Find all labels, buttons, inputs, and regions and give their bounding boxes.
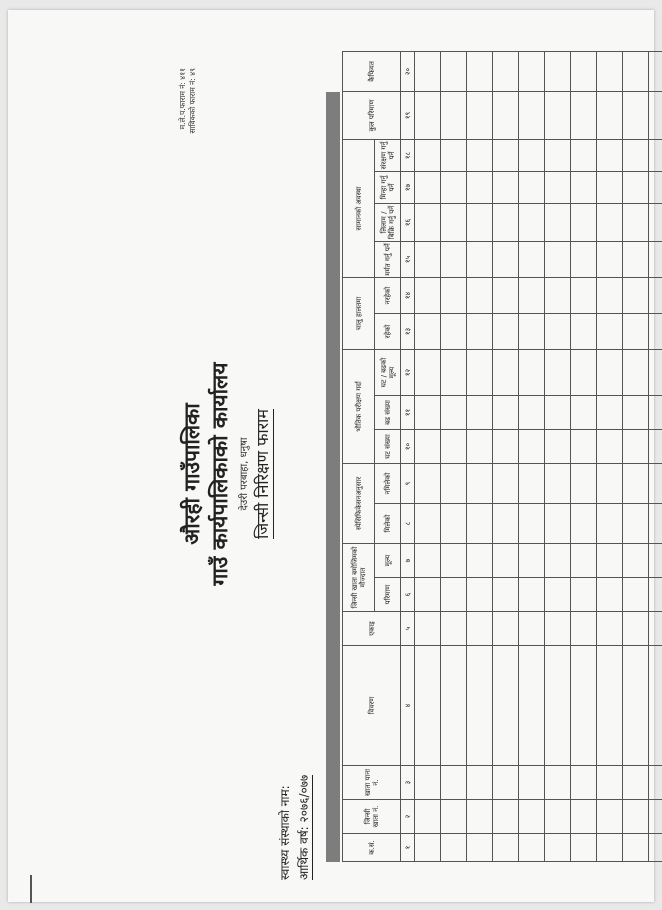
col-header: घट / बढको मूल्य bbox=[375, 349, 401, 395]
table-cell[interactable] bbox=[415, 543, 441, 577]
table-cell[interactable] bbox=[623, 313, 649, 349]
column-number: ३ bbox=[401, 766, 415, 800]
table-cell[interactable] bbox=[519, 395, 545, 429]
table-cell[interactable] bbox=[493, 503, 519, 543]
table-cell[interactable] bbox=[649, 429, 662, 463]
column-number: २० bbox=[401, 51, 415, 91]
col-header: लिलाम / बिक्रि गर्नु पर्ने bbox=[375, 203, 401, 241]
table-cell[interactable] bbox=[649, 171, 662, 203]
header-band bbox=[326, 92, 340, 862]
table-cell[interactable] bbox=[545, 543, 571, 577]
table-cell[interactable] bbox=[493, 313, 519, 349]
column-number: १ bbox=[401, 834, 415, 862]
table-cell[interactable] bbox=[545, 241, 571, 277]
table-cell[interactable] bbox=[597, 766, 623, 800]
table-cell[interactable] bbox=[623, 241, 649, 277]
table-cell[interactable] bbox=[597, 834, 623, 862]
table-cell[interactable] bbox=[623, 91, 649, 139]
col-header: रहेको bbox=[375, 313, 401, 349]
table-cell[interactable] bbox=[519, 646, 545, 766]
table-cell[interactable] bbox=[441, 543, 467, 577]
table-cell[interactable] bbox=[519, 800, 545, 834]
group-header: स्पेसिफिकेसनअनुसार bbox=[343, 463, 375, 543]
table-cell[interactable] bbox=[623, 51, 649, 91]
table-cell[interactable] bbox=[441, 766, 467, 800]
column-number: १६ bbox=[401, 203, 415, 241]
col-header: कैफियत bbox=[343, 51, 401, 91]
table-cell[interactable] bbox=[649, 51, 662, 91]
table-cell[interactable] bbox=[649, 834, 662, 862]
table-cell[interactable] bbox=[571, 543, 597, 577]
table-cell[interactable] bbox=[519, 313, 545, 349]
table-cell[interactable] bbox=[467, 241, 493, 277]
group-header: चालु हालतमा bbox=[343, 277, 375, 349]
table-cell[interactable] bbox=[441, 277, 467, 313]
table-cell[interactable] bbox=[441, 171, 467, 203]
binder-edge bbox=[30, 875, 32, 903]
table-cell[interactable] bbox=[519, 612, 545, 646]
table-cell[interactable] bbox=[571, 503, 597, 543]
table-cell[interactable] bbox=[493, 578, 519, 612]
table-cell[interactable] bbox=[597, 646, 623, 766]
table-cell[interactable] bbox=[493, 139, 519, 171]
table-cell[interactable] bbox=[467, 463, 493, 503]
table-cell[interactable] bbox=[415, 313, 441, 349]
table-cell[interactable] bbox=[571, 834, 597, 862]
table-row bbox=[467, 51, 493, 861]
table-cell[interactable] bbox=[519, 51, 545, 91]
table-cell[interactable] bbox=[415, 834, 441, 862]
table-cell[interactable] bbox=[415, 503, 441, 543]
table-cell[interactable] bbox=[649, 543, 662, 577]
form-header bbox=[172, 68, 362, 880]
table-cell[interactable] bbox=[623, 429, 649, 463]
table-cell[interactable] bbox=[415, 203, 441, 241]
table-cell[interactable] bbox=[493, 646, 519, 766]
column-number: २ bbox=[401, 800, 415, 834]
table-cell[interactable] bbox=[493, 349, 519, 395]
table-cell[interactable] bbox=[545, 277, 571, 313]
table-cell[interactable] bbox=[519, 578, 545, 612]
table-cell[interactable] bbox=[623, 139, 649, 171]
table-cell[interactable] bbox=[571, 51, 597, 91]
table-cell[interactable] bbox=[623, 395, 649, 429]
table-cell[interactable] bbox=[649, 578, 662, 612]
group-header: भौतिक परीक्षण गर्दा bbox=[343, 349, 375, 463]
table-cell[interactable] bbox=[415, 612, 441, 646]
table-cell[interactable] bbox=[545, 463, 571, 503]
table-cell[interactable] bbox=[467, 503, 493, 543]
table-cell[interactable] bbox=[493, 463, 519, 503]
table-cell[interactable] bbox=[545, 395, 571, 429]
table-cell[interactable] bbox=[571, 800, 597, 834]
table-cell[interactable] bbox=[597, 91, 623, 139]
table-cell[interactable] bbox=[545, 612, 571, 646]
table-cell[interactable] bbox=[441, 51, 467, 91]
table-cell[interactable] bbox=[441, 800, 467, 834]
table-cell[interactable] bbox=[649, 349, 662, 395]
table-cell[interactable] bbox=[441, 91, 467, 139]
table-cell[interactable] bbox=[415, 429, 441, 463]
table-cell[interactable] bbox=[649, 766, 662, 800]
table-cell[interactable] bbox=[415, 395, 441, 429]
table-cell[interactable] bbox=[467, 51, 493, 91]
table-cell[interactable] bbox=[597, 139, 623, 171]
table-cell[interactable] bbox=[519, 203, 545, 241]
table-cell[interactable] bbox=[467, 646, 493, 766]
table-cell[interactable] bbox=[649, 277, 662, 313]
table-cell[interactable] bbox=[415, 800, 441, 834]
column-number: १८ bbox=[401, 139, 415, 171]
table-cell[interactable] bbox=[597, 503, 623, 543]
column-number: ९ bbox=[401, 463, 415, 503]
table-cell[interactable] bbox=[467, 834, 493, 862]
table-cell[interactable] bbox=[467, 91, 493, 139]
table-cell[interactable] bbox=[441, 429, 467, 463]
table-cell[interactable] bbox=[649, 203, 662, 241]
table-cell[interactable] bbox=[441, 834, 467, 862]
col-header: जिन्सी खाता नं. bbox=[343, 800, 401, 834]
table-cell[interactable] bbox=[545, 578, 571, 612]
table-cell[interactable] bbox=[571, 349, 597, 395]
column-number: ६ bbox=[401, 578, 415, 612]
table-cell[interactable] bbox=[597, 578, 623, 612]
table-cell[interactable] bbox=[571, 766, 597, 800]
table-cell[interactable] bbox=[623, 171, 649, 203]
table-cell[interactable] bbox=[649, 800, 662, 834]
table-cell[interactable] bbox=[415, 277, 441, 313]
table-cell[interactable] bbox=[441, 241, 467, 277]
table-cell[interactable] bbox=[597, 463, 623, 503]
table-cell[interactable] bbox=[623, 203, 649, 241]
table-cell[interactable] bbox=[415, 349, 441, 395]
table-cell[interactable] bbox=[467, 313, 493, 349]
table-cell[interactable] bbox=[493, 800, 519, 834]
table-cell[interactable] bbox=[415, 51, 441, 91]
table-cell[interactable] bbox=[493, 203, 519, 241]
table-cell[interactable] bbox=[519, 277, 545, 313]
column-number: ११ bbox=[401, 395, 415, 429]
table-cell[interactable] bbox=[571, 429, 597, 463]
table-cell[interactable] bbox=[493, 277, 519, 313]
municipality-name: औरही गाउँपालिका bbox=[180, 403, 204, 545]
table-cell[interactable] bbox=[493, 612, 519, 646]
table-cell[interactable] bbox=[467, 395, 493, 429]
table-cell[interactable] bbox=[441, 349, 467, 395]
column-number: १३ bbox=[401, 313, 415, 349]
table-cell[interactable] bbox=[623, 277, 649, 313]
col-header: मूल्य bbox=[375, 543, 401, 577]
table-cell[interactable] bbox=[519, 91, 545, 139]
table-cell[interactable] bbox=[571, 171, 597, 203]
table-cell[interactable] bbox=[623, 349, 649, 395]
table-cell[interactable] bbox=[545, 646, 571, 766]
table-cell[interactable] bbox=[649, 241, 662, 277]
col-header: कुल परिमाण bbox=[343, 91, 401, 139]
table-row bbox=[597, 51, 623, 861]
table-cell[interactable] bbox=[493, 429, 519, 463]
table-cell[interactable] bbox=[467, 800, 493, 834]
table-cell[interactable] bbox=[597, 171, 623, 203]
col-header: बढ संख्या bbox=[375, 395, 401, 429]
table-cell[interactable] bbox=[571, 91, 597, 139]
table-cell[interactable] bbox=[571, 463, 597, 503]
table-cell[interactable] bbox=[415, 171, 441, 203]
table-cell[interactable] bbox=[623, 834, 649, 862]
table-cell[interactable] bbox=[623, 578, 649, 612]
table-cell[interactable] bbox=[493, 171, 519, 203]
table-cell[interactable] bbox=[467, 766, 493, 800]
table-cell[interactable] bbox=[415, 139, 441, 171]
table-cell[interactable] bbox=[467, 171, 493, 203]
institution-name-label: स्वास्थ्य संस्थाको नाम: bbox=[278, 785, 292, 880]
col-header: एकाइ bbox=[343, 612, 401, 646]
table-cell[interactable] bbox=[649, 463, 662, 503]
table-cell[interactable] bbox=[597, 800, 623, 834]
column-number: १० bbox=[401, 429, 415, 463]
table-cell[interactable] bbox=[623, 612, 649, 646]
table-cell[interactable] bbox=[493, 834, 519, 862]
table-cell[interactable] bbox=[545, 766, 571, 800]
table-cell[interactable] bbox=[441, 612, 467, 646]
table-cell[interactable] bbox=[415, 241, 441, 277]
table-cell[interactable] bbox=[649, 139, 662, 171]
table-cell[interactable] bbox=[467, 349, 493, 395]
table-cell[interactable] bbox=[441, 463, 467, 503]
table-cell[interactable] bbox=[467, 203, 493, 241]
table-cell[interactable] bbox=[519, 349, 545, 395]
table-cell[interactable] bbox=[467, 429, 493, 463]
table-cell[interactable] bbox=[571, 646, 597, 766]
table-row bbox=[649, 51, 662, 861]
inventory-table bbox=[342, 51, 662, 862]
table-cell[interactable] bbox=[623, 800, 649, 834]
table-cell[interactable] bbox=[415, 766, 441, 800]
table-cell[interactable] bbox=[545, 349, 571, 395]
table-cell[interactable] bbox=[597, 349, 623, 395]
table-row bbox=[519, 51, 545, 861]
table-cell[interactable] bbox=[467, 139, 493, 171]
table-cell[interactable] bbox=[519, 766, 545, 800]
table-cell[interactable] bbox=[467, 543, 493, 577]
table-cell[interactable] bbox=[493, 766, 519, 800]
table-cell[interactable] bbox=[597, 51, 623, 91]
inspection-form bbox=[172, 61, 638, 880]
office-name: गाउँ कार्यपालिकाको कार्यालय bbox=[208, 362, 232, 586]
table-cell[interactable] bbox=[493, 543, 519, 577]
table-cell[interactable] bbox=[623, 543, 649, 577]
table-cell[interactable] bbox=[519, 139, 545, 171]
column-number: १४ bbox=[401, 277, 415, 313]
table-cell[interactable] bbox=[519, 463, 545, 503]
col-header: मर्मत गर्नु पर्ने bbox=[375, 241, 401, 277]
old-form-code: साविकको फाराम नं: ४९ bbox=[188, 68, 197, 134]
table-cell[interactable] bbox=[545, 139, 571, 171]
table-cell[interactable] bbox=[519, 171, 545, 203]
col-header: मिलेको bbox=[375, 503, 401, 543]
table-cell[interactable] bbox=[649, 313, 662, 349]
table-cell[interactable] bbox=[623, 463, 649, 503]
column-number: ५ bbox=[401, 612, 415, 646]
col-header: मिन्हा गर्नु पर्ने bbox=[375, 171, 401, 203]
table-cell[interactable] bbox=[597, 612, 623, 646]
table-cell[interactable] bbox=[649, 503, 662, 543]
table-cell[interactable] bbox=[415, 463, 441, 503]
table-row bbox=[493, 51, 519, 861]
col-header: नरहेको bbox=[375, 277, 401, 313]
table-cell[interactable] bbox=[623, 646, 649, 766]
table-cell[interactable] bbox=[415, 646, 441, 766]
table-cell[interactable] bbox=[649, 612, 662, 646]
table-cell[interactable] bbox=[597, 543, 623, 577]
column-number: ७ bbox=[401, 543, 415, 577]
form-code: म.ले.प.फाराम नं: ४११ bbox=[178, 68, 187, 130]
fiscal-year: आर्थिक वर्ष: २०७६/०७७ bbox=[297, 774, 311, 880]
table-cell[interactable] bbox=[571, 203, 597, 241]
table-cell[interactable] bbox=[467, 277, 493, 313]
table-cell[interactable] bbox=[545, 91, 571, 139]
table-cell[interactable] bbox=[467, 612, 493, 646]
table-cell[interactable] bbox=[415, 91, 441, 139]
table-row bbox=[571, 51, 597, 861]
table-cell[interactable] bbox=[441, 395, 467, 429]
table-cell[interactable] bbox=[545, 171, 571, 203]
table-cell[interactable] bbox=[493, 395, 519, 429]
table-cell[interactable] bbox=[519, 543, 545, 577]
table-cell[interactable] bbox=[597, 241, 623, 277]
form-title: जिन्सी निरिक्षण फाराम bbox=[253, 409, 272, 539]
office-address: देउरी परबाहा, धनुषा bbox=[239, 437, 250, 511]
table-cell[interactable] bbox=[441, 578, 467, 612]
col-header: घट संख्या bbox=[375, 429, 401, 463]
table-cell[interactable] bbox=[571, 612, 597, 646]
table-cell[interactable] bbox=[545, 503, 571, 543]
table-cell[interactable] bbox=[623, 766, 649, 800]
table-cell[interactable] bbox=[545, 429, 571, 463]
form-codes bbox=[178, 68, 198, 133]
group-header: सामानको अवस्था bbox=[343, 139, 375, 277]
table-row bbox=[441, 51, 467, 861]
table-cell[interactable] bbox=[545, 203, 571, 241]
table-cell[interactable] bbox=[441, 203, 467, 241]
table-cell[interactable] bbox=[441, 139, 467, 171]
column-number-row bbox=[401, 51, 415, 861]
table-cell[interactable] bbox=[545, 313, 571, 349]
column-number: ४ bbox=[401, 646, 415, 766]
table-cell[interactable] bbox=[493, 51, 519, 91]
table-cell[interactable] bbox=[467, 578, 493, 612]
column-number: १७ bbox=[401, 171, 415, 203]
table-cell[interactable] bbox=[519, 241, 545, 277]
table-cell[interactable] bbox=[545, 51, 571, 91]
col-header: नमिलेको bbox=[375, 463, 401, 503]
table-cell[interactable] bbox=[571, 313, 597, 349]
table-cell[interactable] bbox=[493, 241, 519, 277]
table-cell[interactable] bbox=[545, 800, 571, 834]
table-cell[interactable] bbox=[493, 91, 519, 139]
col-header: विवरण bbox=[343, 646, 401, 766]
table-cell[interactable] bbox=[441, 313, 467, 349]
col-header: खाता पाना नं. bbox=[343, 766, 401, 800]
table-cell[interactable] bbox=[597, 395, 623, 429]
col-header: क.सं. bbox=[343, 834, 401, 862]
table-cell[interactable] bbox=[649, 646, 662, 766]
table-cell[interactable] bbox=[597, 429, 623, 463]
table-cell[interactable] bbox=[571, 578, 597, 612]
col-header: संरक्षण गर्नु पर्ने bbox=[375, 139, 401, 171]
group-header: जिन्सी खाता बमोजिमको मौज्दात bbox=[343, 543, 375, 611]
column-number: १९ bbox=[401, 91, 415, 139]
table-cell[interactable] bbox=[519, 503, 545, 543]
column-number: ८ bbox=[401, 503, 415, 543]
table-row bbox=[545, 51, 571, 861]
table-cell[interactable] bbox=[597, 313, 623, 349]
table-row bbox=[415, 51, 441, 861]
table-cell[interactable] bbox=[649, 395, 662, 429]
table-cell[interactable] bbox=[571, 241, 597, 277]
table-cell[interactable] bbox=[571, 139, 597, 171]
column-number: १५ bbox=[401, 241, 415, 277]
table-cell[interactable] bbox=[545, 834, 571, 862]
table-cell[interactable] bbox=[519, 429, 545, 463]
table-cell[interactable] bbox=[597, 277, 623, 313]
column-number: १२ bbox=[401, 349, 415, 395]
table-cell[interactable] bbox=[441, 646, 467, 766]
table-cell[interactable] bbox=[571, 395, 597, 429]
table-cell[interactable] bbox=[415, 578, 441, 612]
table-cell[interactable] bbox=[519, 834, 545, 862]
table-cell[interactable] bbox=[623, 503, 649, 543]
table-cell[interactable] bbox=[649, 91, 662, 139]
table-cell[interactable] bbox=[597, 203, 623, 241]
table-cell[interactable] bbox=[441, 503, 467, 543]
table-row bbox=[623, 51, 649, 861]
col-header: परिमाण bbox=[375, 578, 401, 612]
table-cell[interactable] bbox=[571, 277, 597, 313]
